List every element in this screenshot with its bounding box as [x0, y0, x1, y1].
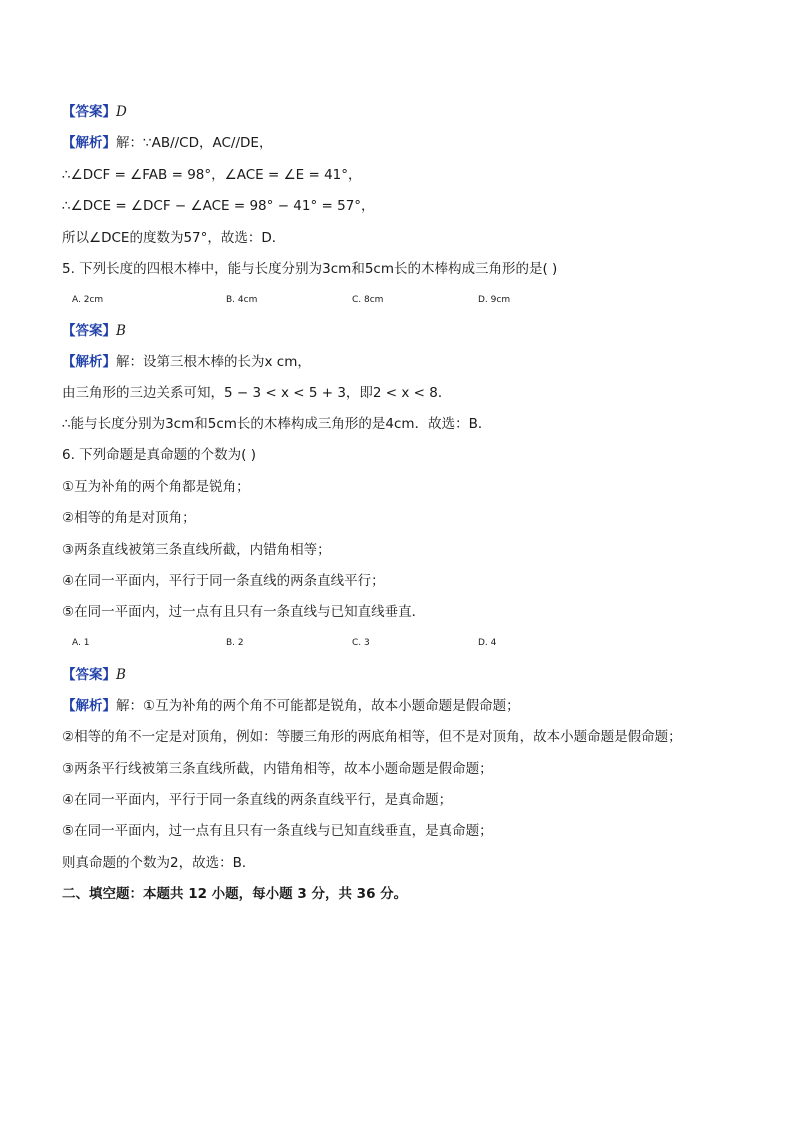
q5-analysis-line-1: [62, 353, 754, 371]
answer-tag: 【答案】: [62, 104, 116, 120]
q6-analysis-line-3: ③两条平行线被第三条直线所截，内错角相等，故本小题命题是假命题；: [62, 761, 493, 777]
q6-analysis-line-6: 则真命题的个数为2，故选：B．: [62, 855, 256, 871]
q6-option-d: D. 4: [478, 638, 497, 648]
q5-option-c: C. 8cm: [352, 295, 384, 305]
q6-statement-1: ①互为补角的两个角都是锐角；: [62, 479, 250, 495]
q6-option-b: B. 2: [226, 638, 244, 648]
q4-analysis-line-2: ∴∠DCF = ∠FAB = 98°，∠ACE = ∠E = 41°，: [62, 167, 362, 183]
q6-analysis-line-2: ②相等的角不一定是对顶角，例如：等腰三角形的两底角相等，但不是对顶角，故本小题命题是假命题；: [62, 729, 682, 745]
analysis-tag: 【解析】: [62, 698, 116, 714]
answer-value: D: [116, 104, 127, 120]
q5-question: 5. 下列长度的四根木棒中，能与长度分别为3cm和5cm长的木棒构成三角形的是( ): [62, 261, 558, 277]
q4-analysis-line-3: ∴∠DCE = ∠DCF − ∠ACE = 98° − 41° = 57°，: [62, 198, 375, 214]
analysis-tag: 【解析】: [62, 354, 116, 370]
answer-tag: 【答案】: [62, 323, 116, 339]
q6-answer-line: [62, 666, 754, 684]
q6-analysis-line-4: ④在同一平面内，平行于同一条直线的两条直线平行，是真命题；: [62, 792, 453, 808]
analysis-tag: 【解析】: [62, 135, 116, 151]
answer-value: B: [116, 667, 126, 683]
q5-option-b: B. 4cm: [226, 295, 258, 305]
q6-statement-4: ④在同一平面内，平行于同一条直线的两条直线平行；: [62, 573, 385, 589]
q4-analysis-line-4: 所以∠DCE的度数为57°，故选：D．: [62, 230, 286, 246]
q5-analysis-line-2: 由三角形的三边关系可知，5 − 3 < x < 5 + 3，即2 < x < 8．: [62, 385, 452, 401]
q5-answer-line: [62, 322, 754, 340]
answer-value: B: [116, 323, 126, 339]
q6-option-a: A. 1: [72, 638, 90, 648]
q6-analysis-line-5: ⑤在同一平面内，过一点有且只有一条直线与已知直线垂直，是真命题；: [62, 823, 493, 839]
answer-tag: 【答案】: [62, 667, 116, 683]
analysis-text: 解：设第三根木棒的长为x cm，: [116, 354, 311, 370]
q6-option-c: C. 3: [352, 638, 370, 648]
q5-option-d: D. 9cm: [478, 295, 511, 305]
q4-analysis-line-1: [62, 134, 754, 152]
q6-statement-5: ⑤在同一平面内，过一点有且只有一条直线与已知直线垂直．: [62, 604, 426, 620]
q6-analysis-line-1: [62, 697, 754, 715]
q5-option-a: A. 2cm: [72, 295, 104, 305]
q5-analysis-line-3: ∴能与长度分别为3cm和5cm长的木棒构成三角形的是4cm．故选：B．: [62, 416, 492, 432]
section-heading: 二、填空题：本题共 12 小题，每小题 3 分，共 36 分。: [62, 886, 408, 902]
q6-statement-2: ②相等的角是对顶角；: [62, 510, 196, 526]
q4-answer-line: [62, 103, 754, 121]
q6-statement-3: ③两条直线被第三条直线所截，内错角相等；: [62, 542, 331, 558]
analysis-text: 解：①互为补角的两个角不可能都是锐角，故本小题命题是假命题；: [116, 698, 520, 714]
analysis-text: 解：∵AB//CD，AC//DE，: [116, 135, 273, 151]
q6-question: 6. 下列命题是真命题的个数为( ): [62, 447, 256, 463]
